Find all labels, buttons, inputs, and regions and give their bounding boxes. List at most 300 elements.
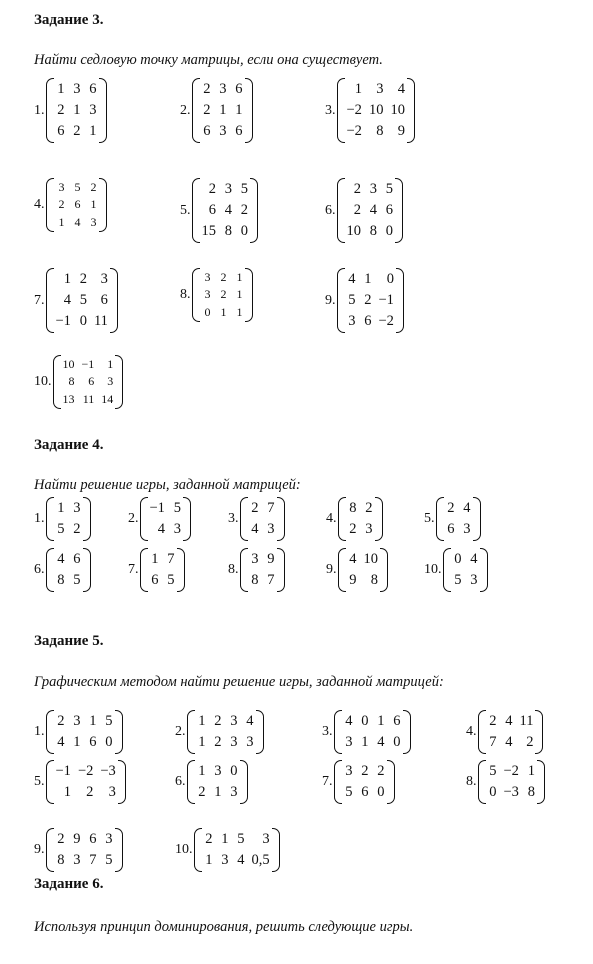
left-paren	[337, 268, 345, 333]
section-instruction: Найти решение игры, заданной матрицей:	[34, 477, 301, 493]
left-paren	[46, 178, 54, 232]
matrix-cell: 5	[345, 784, 353, 801]
left-paren	[337, 178, 345, 243]
matrix-cell: 3	[246, 734, 254, 751]
matrix-cell: 5	[105, 713, 113, 729]
matrix-grid	[54, 710, 115, 754]
matrix-cell: −2	[346, 102, 362, 119]
matrix	[46, 548, 91, 592]
section-title: Задание 5.	[34, 633, 104, 649]
matrix-cell: 5	[454, 572, 462, 589]
matrix-cell: 9	[267, 551, 275, 567]
matrix-cell: 5	[74, 180, 81, 194]
item-number: 7.	[322, 774, 333, 790]
matrix-item	[424, 548, 488, 592]
right-paren	[115, 828, 123, 872]
matrix-item	[180, 178, 258, 243]
matrix-item	[34, 268, 118, 333]
item-number: 6.	[34, 562, 45, 578]
matrix-cell: 0	[385, 223, 393, 240]
matrix-cell: 4	[348, 271, 356, 287]
matrix-cell: 2	[361, 763, 369, 779]
matrix-cell: 3	[219, 81, 227, 97]
matrix-item	[466, 760, 545, 804]
matrix-cell: 1	[198, 713, 206, 729]
matrix-cell: 7	[267, 572, 275, 589]
matrix-grid	[346, 548, 381, 592]
matrix-cell: 0	[204, 304, 211, 319]
item-number: 7.	[34, 292, 45, 308]
matrix-cell: 7	[489, 734, 497, 751]
matrix-item	[228, 497, 285, 541]
matrix-grid	[451, 548, 480, 592]
matrix-cell: 2	[526, 734, 534, 751]
matrix-cell: 2	[79, 271, 87, 287]
matrix-grid	[202, 828, 272, 872]
matrix-grid	[54, 178, 99, 232]
section-instruction: Используя принцип доминирования, решить следующие игры.	[34, 919, 414, 935]
item-number: 5.	[424, 511, 435, 527]
matrix-cell: 1	[90, 197, 97, 212]
matrix-item	[322, 710, 411, 754]
left-paren	[46, 760, 54, 804]
matrix-cell: 9	[397, 123, 405, 140]
item-number: 1.	[34, 511, 45, 527]
right-paren	[277, 548, 285, 592]
matrix-cell: 8	[527, 784, 535, 801]
matrix-item	[326, 548, 388, 592]
item-number: 5.	[180, 202, 191, 218]
matrix-cell: 3	[73, 500, 81, 516]
matrix-item	[175, 828, 280, 872]
matrix-cell: 8	[370, 572, 378, 589]
right-paren	[99, 178, 107, 232]
matrix-cell: −1	[55, 313, 71, 330]
matrix	[187, 710, 264, 754]
matrix-cell: 1	[219, 102, 227, 119]
matrix-cell: 1	[198, 734, 206, 751]
matrix-grid	[345, 78, 407, 143]
item-number: 10.	[175, 842, 193, 858]
matrix-cell: 4	[463, 500, 471, 516]
matrix-cell: 5	[167, 572, 175, 589]
matrix-cell: 6	[361, 784, 369, 801]
matrix-cell: 4	[57, 551, 65, 567]
item-number: 2.	[128, 511, 139, 527]
matrix-cell: 1	[236, 287, 243, 302]
matrix-cell: 1	[377, 713, 385, 729]
item-number: 9.	[326, 562, 337, 578]
matrix-cell: 1	[73, 734, 81, 751]
matrix-cell: 1	[236, 304, 243, 319]
matrix-cell: 2	[220, 287, 227, 302]
matrix-cell: 6	[393, 713, 401, 729]
matrix-cell: 5	[79, 292, 87, 309]
matrix-item	[34, 78, 107, 143]
item-number: 4.	[466, 724, 477, 740]
matrix-grid	[200, 268, 245, 322]
matrix	[46, 828, 123, 872]
matrix-cell: 6	[364, 313, 372, 330]
matrix-cell: 7	[89, 852, 97, 869]
matrix-cell: 1	[89, 123, 97, 140]
matrix	[338, 497, 383, 541]
matrix-cell: 5	[237, 831, 245, 847]
matrix-cell: 8	[369, 223, 377, 240]
right-paren	[99, 78, 107, 143]
right-paren	[387, 760, 395, 804]
right-paren	[256, 710, 264, 754]
matrix-cell: 2	[90, 180, 97, 194]
matrix-cell: 7	[267, 500, 275, 516]
matrix-cell: 4	[397, 81, 405, 97]
matrix-cell: 5	[73, 572, 81, 589]
matrix-cell: 2	[353, 181, 361, 197]
matrix-cell: 3	[204, 270, 211, 284]
item-number: 8.	[228, 562, 239, 578]
left-paren	[334, 760, 342, 804]
matrix-cell: 4	[505, 713, 513, 729]
matrix-cell: 2	[240, 202, 248, 219]
matrix-cell: 11	[93, 313, 108, 330]
matrix-cell: 6	[73, 551, 81, 567]
matrix-item	[325, 268, 404, 333]
matrix-item	[34, 760, 126, 804]
matrix	[46, 78, 107, 143]
item-number: 4.	[326, 511, 337, 527]
matrix-grid	[54, 760, 118, 804]
matrix	[46, 268, 118, 333]
matrix	[53, 355, 124, 409]
right-paren	[245, 78, 253, 143]
matrix-cell: 6	[235, 81, 243, 97]
matrix-cell: 1	[364, 271, 372, 287]
matrix-cell: 2	[57, 713, 65, 729]
matrix-cell: 3	[369, 181, 377, 197]
matrix-cell: 11	[519, 713, 534, 729]
matrix-grid	[54, 78, 99, 143]
matrix-cell: 3	[73, 713, 81, 729]
matrix-cell: 1	[354, 81, 362, 97]
matrix-item	[322, 760, 395, 804]
matrix-cell: 4	[470, 551, 478, 567]
matrix-cell: 3	[470, 572, 478, 589]
matrix-cell: −3	[503, 784, 519, 801]
matrix-cell: 3	[100, 271, 108, 287]
matrix-cell: 1	[361, 734, 369, 751]
matrix-cell: −1	[378, 292, 394, 309]
right-paren	[396, 268, 404, 333]
matrix-cell: 3	[251, 551, 259, 567]
matrix-cell: 6	[385, 202, 393, 219]
right-paren	[272, 828, 280, 872]
matrix-cell: 5	[105, 852, 113, 869]
matrix	[140, 548, 185, 592]
matrix-cell: −1	[149, 500, 165, 516]
matrix-cell: 3	[230, 713, 238, 729]
matrix-cell: 3	[230, 734, 238, 751]
matrix-cell: 4	[369, 202, 377, 219]
matrix-grid	[54, 548, 83, 592]
matrix	[436, 497, 481, 541]
matrix-cell: 2	[220, 270, 227, 284]
matrix-grid	[346, 497, 375, 541]
matrix-item	[34, 828, 123, 872]
matrix	[46, 710, 123, 754]
matrix-cell: 2	[364, 292, 372, 309]
matrix-cell: 0	[230, 763, 238, 779]
matrix-cell: 6	[151, 572, 159, 589]
matrix-cell: 2	[365, 500, 373, 516]
matrix-grid	[148, 497, 183, 541]
left-paren	[46, 828, 54, 872]
matrix-item	[228, 548, 285, 592]
matrix-cell: 2	[447, 500, 455, 516]
left-paren	[192, 178, 200, 243]
right-paren	[115, 710, 123, 754]
matrix-grid	[195, 710, 256, 754]
item-number: 7.	[128, 562, 139, 578]
matrix-cell: 0	[393, 734, 401, 751]
matrix-cell: 4	[237, 852, 245, 869]
matrix-cell: 6	[89, 734, 97, 751]
matrix-cell: 13	[62, 391, 75, 406]
matrix-cell: 0	[386, 271, 394, 287]
matrix-cell: 6	[100, 292, 108, 309]
left-paren	[334, 710, 342, 754]
matrix-cell: 5	[240, 181, 248, 197]
matrix	[337, 268, 404, 333]
section-instruction: Найти седловую точку матрицы, если она существует.	[34, 52, 383, 68]
matrix-cell: 10	[346, 223, 361, 240]
matrix-cell: 2	[214, 734, 222, 751]
section-instruction: Графическим методом найти решение игры, заданной матрицей:	[34, 674, 444, 690]
matrix-cell: 1	[205, 852, 213, 869]
matrix-cell: 0	[361, 713, 369, 729]
matrix-item	[466, 710, 543, 754]
matrix-item	[34, 710, 123, 754]
matrix-cell: 1	[220, 304, 227, 319]
matrix	[334, 760, 395, 804]
left-paren	[140, 548, 148, 592]
matrix-cell: 10	[363, 551, 378, 567]
matrix-cell: 3	[221, 852, 229, 869]
matrix-cell: 5	[385, 181, 393, 197]
matrix-cell: 1	[73, 102, 81, 119]
right-paren	[407, 78, 415, 143]
matrix-grid	[54, 828, 115, 872]
left-paren	[337, 78, 345, 143]
matrix-grid	[486, 710, 536, 754]
matrix-cell: −2	[77, 763, 94, 779]
matrix-cell: 1	[221, 831, 229, 847]
matrix-grid	[342, 760, 387, 804]
left-paren	[53, 355, 61, 409]
right-paren	[83, 548, 91, 592]
matrix-cell: 11	[82, 391, 95, 406]
right-paren	[535, 710, 543, 754]
right-paren	[537, 760, 545, 804]
matrix-cell: 6	[203, 123, 211, 140]
matrix-grid	[342, 710, 403, 754]
right-paren	[118, 760, 126, 804]
matrix-cell: 4	[345, 713, 353, 729]
matrix-cell: 2	[57, 831, 65, 847]
matrix-grid	[195, 760, 240, 804]
matrix-cell: 6	[57, 123, 65, 140]
left-paren	[46, 268, 54, 333]
matrix-cell: 1	[214, 784, 222, 801]
left-paren	[338, 548, 346, 592]
right-paren	[473, 497, 481, 541]
matrix-cell: 4	[63, 292, 71, 309]
right-paren	[110, 268, 118, 333]
matrix-grid	[200, 78, 245, 143]
right-paren	[403, 710, 411, 754]
item-number: 3.	[322, 724, 333, 740]
right-paren	[240, 760, 248, 804]
matrix	[338, 548, 389, 592]
left-paren	[478, 760, 486, 804]
matrix-cell: 8	[68, 374, 75, 389]
matrix-cell: 6	[235, 123, 243, 140]
matrix	[192, 78, 253, 143]
matrix-cell: 3	[214, 763, 222, 779]
matrix-item	[325, 78, 415, 143]
right-paren	[375, 497, 383, 541]
matrix-cell: 3	[463, 521, 471, 538]
matrix-cell: 15	[201, 223, 216, 240]
matrix-cell: 5	[489, 763, 497, 779]
matrix-cell: 3	[224, 181, 232, 197]
matrix	[334, 710, 411, 754]
matrix-cell: 3	[348, 313, 356, 330]
matrix-cell: 2	[203, 102, 211, 119]
matrix-cell: 4	[224, 202, 232, 219]
item-number: 6.	[325, 202, 336, 218]
matrix-cell: 10	[390, 102, 405, 119]
matrix-grid	[54, 268, 110, 333]
matrix-cell: 2	[198, 784, 206, 801]
matrix-cell: 2	[214, 713, 222, 729]
matrix	[46, 760, 126, 804]
matrix-cell: 1	[527, 763, 535, 779]
matrix	[194, 828, 280, 872]
matrix-cell: 1	[107, 357, 114, 371]
matrix-cell: 2	[353, 202, 361, 219]
matrix-cell: 10	[62, 357, 75, 371]
matrix-cell: 3	[365, 521, 373, 538]
matrix-cell: 6	[74, 197, 81, 212]
right-paren	[183, 497, 191, 541]
matrix-cell: 8	[251, 572, 259, 589]
matrix	[192, 178, 259, 243]
matrix-cell: 4	[57, 734, 65, 751]
matrix-cell: 0	[489, 784, 497, 801]
matrix-item	[34, 355, 123, 409]
matrix-cell: 1	[58, 214, 65, 229]
left-paren	[192, 268, 200, 322]
matrix-cell: 0	[454, 551, 462, 567]
matrix-cell: 2	[377, 763, 385, 779]
matrix-cell: 3	[89, 102, 97, 119]
matrix-item	[34, 548, 91, 592]
matrix-cell: 3	[173, 521, 181, 538]
item-number: 5.	[34, 774, 45, 790]
matrix-cell: 3	[376, 81, 384, 97]
matrix-cell: 1	[235, 102, 243, 119]
left-paren	[443, 548, 451, 592]
matrix-cell: 0	[79, 313, 87, 330]
matrix-cell: 3	[58, 180, 65, 194]
left-paren	[194, 828, 202, 872]
matrix-cell: 1	[63, 271, 71, 287]
matrix-item	[34, 497, 91, 541]
matrix-cell: 6	[89, 831, 97, 847]
left-paren	[140, 497, 148, 541]
matrix	[337, 78, 415, 143]
matrix-cell: 1	[57, 500, 65, 516]
matrix-cell: −2	[503, 763, 519, 779]
matrix-grid	[444, 497, 473, 541]
right-paren	[245, 268, 253, 322]
matrix-cell: 3	[267, 521, 275, 538]
matrix-cell: 3	[230, 784, 238, 801]
matrix-cell: 6	[208, 202, 216, 219]
matrix-cell: 8	[376, 123, 384, 140]
matrix-cell: 1	[89, 713, 97, 729]
matrix-cell: 3	[105, 831, 113, 847]
right-paren	[277, 497, 285, 541]
matrix-cell: 1	[63, 784, 71, 801]
section-title: Задание 6.	[34, 876, 104, 892]
matrix-cell: 4	[251, 521, 259, 538]
matrix-cell: 10	[368, 102, 384, 119]
matrix-cell: 2	[57, 102, 65, 119]
item-number: 9.	[34, 842, 45, 858]
matrix-grid	[148, 548, 177, 592]
matrix-cell: 14	[101, 391, 114, 406]
matrix-grid	[54, 497, 83, 541]
matrix-cell: −2	[346, 123, 362, 140]
matrix-cell: 3	[204, 287, 211, 302]
right-paren	[115, 355, 123, 409]
matrix-item	[326, 497, 383, 541]
matrix-cell: 2	[58, 197, 65, 212]
matrix-cell: 6	[89, 81, 97, 97]
matrix-item	[424, 497, 481, 541]
item-number: 2.	[175, 724, 186, 740]
item-number: 3.	[325, 102, 336, 118]
left-paren	[192, 78, 200, 143]
matrix-item	[34, 178, 107, 232]
matrix-item	[180, 268, 253, 322]
item-number: 8.	[180, 287, 191, 303]
matrix-cell: 2	[73, 123, 81, 140]
left-paren	[46, 710, 54, 754]
matrix-cell: 3	[262, 831, 270, 847]
matrix-cell: 3	[345, 734, 353, 751]
matrix	[478, 760, 545, 804]
matrix	[46, 497, 91, 541]
right-paren	[250, 178, 258, 243]
matrix-cell: 8	[224, 223, 232, 240]
matrix-cell: 2	[208, 181, 216, 197]
matrix-cell: 2	[205, 831, 213, 847]
matrix-cell: 5	[348, 292, 356, 309]
matrix-cell: 1	[57, 81, 65, 97]
matrix-grid	[200, 178, 251, 243]
